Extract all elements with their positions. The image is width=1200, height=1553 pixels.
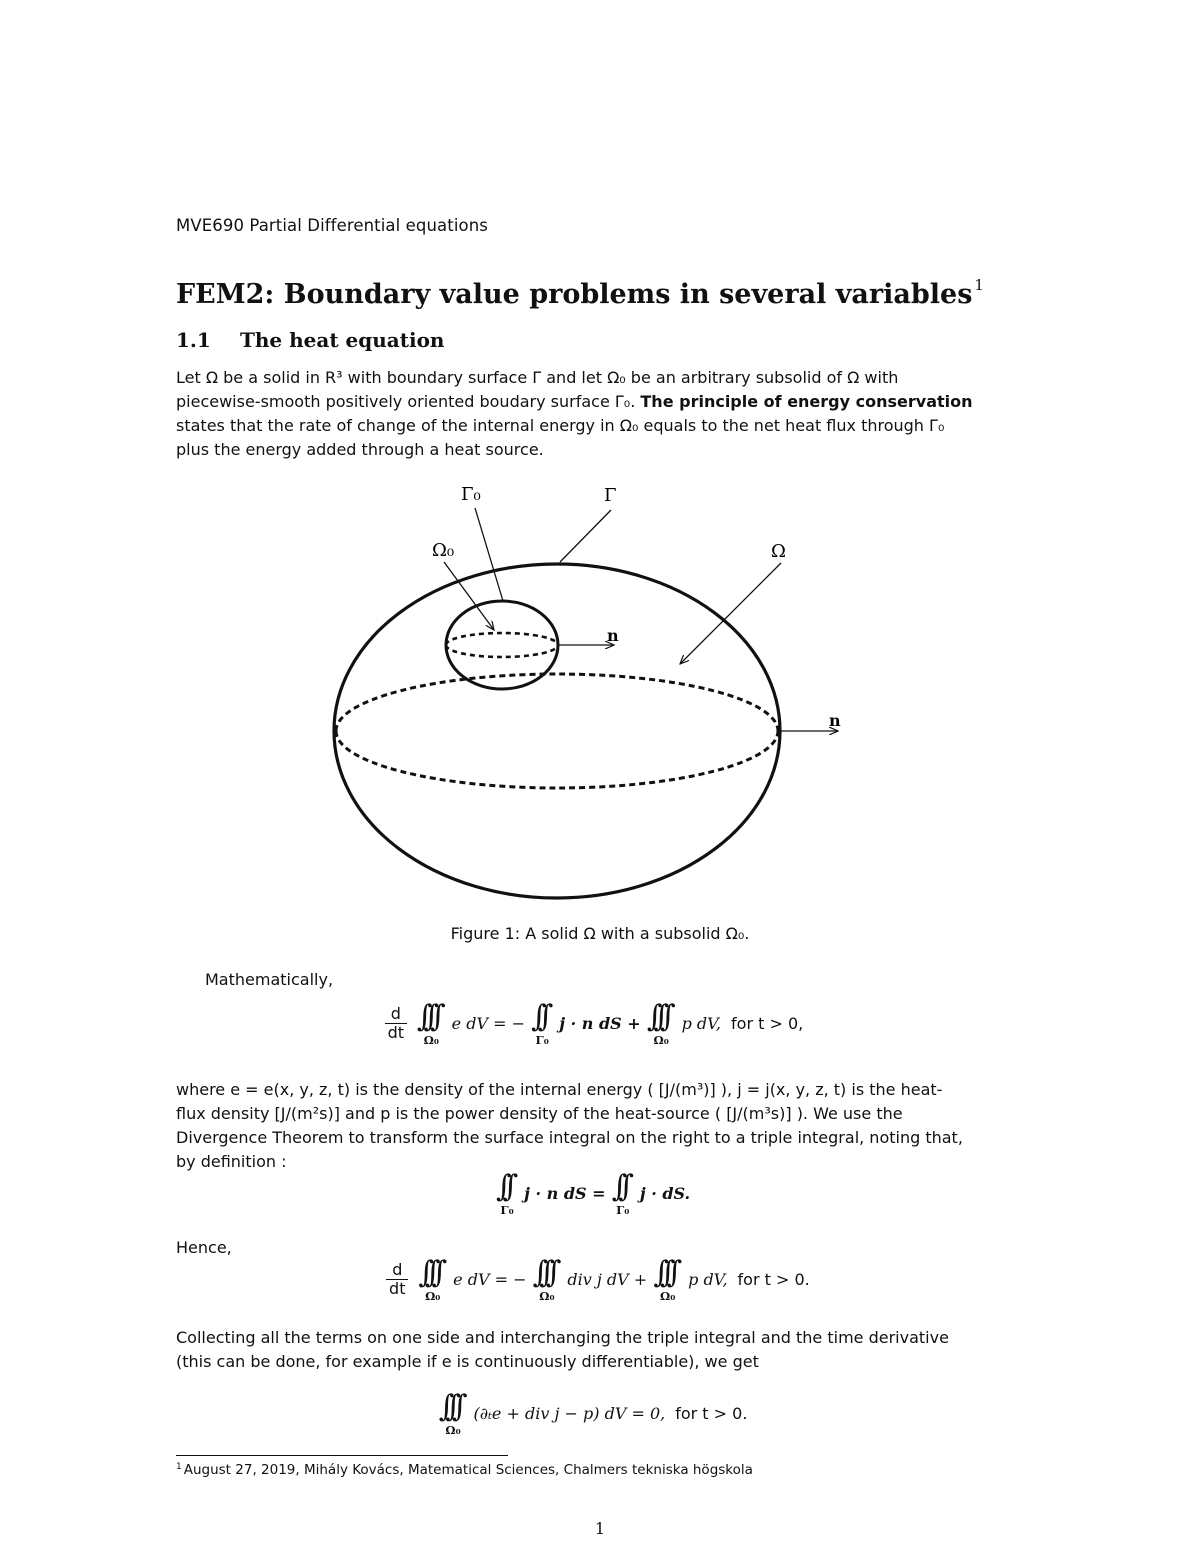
equation-divergence-form: [0, 1256, 1200, 1302]
solid-omega-equator-back: [336, 674, 778, 731]
gamma0-pointer: [475, 508, 503, 601]
label-n-small: n: [607, 626, 619, 645]
intro-line-2-text: piecewise-smooth positively oriented boudary surface Γ₀.: [176, 392, 641, 411]
eq4-integrand: (∂ₜe + div j − p) dV = 0,: [473, 1403, 666, 1423]
intro-line-3: states that the rate of change of the internal energy in Ω₀ equals to the net heat flux through Γ₀: [176, 416, 945, 435]
equation-local-form: [0, 1390, 1200, 1436]
eq2-sub-2: Γ₀: [616, 1203, 630, 1217]
page-number: 1: [594, 1519, 606, 1538]
subsolid-equator-back: [446, 633, 558, 645]
definitions-line-3: Divergence Theorem to transform the surface integral on the right to a triple integral, noting that,: [176, 1128, 963, 1147]
label-omega0: Ω₀: [432, 540, 455, 561]
eq1-sub-1: Ω₀: [423, 1033, 439, 1047]
label-omega: Ω: [771, 541, 786, 562]
label-gamma0: Γ₀: [461, 484, 481, 505]
eq2-double-integral-1: ∫∫ Γ₀: [495, 1169, 514, 1217]
intro-line-1: Let Ω be a solid in R³ with boundary surface Γ and let Ω₀ be an arbitrary subsolid of Ω with: [176, 368, 899, 387]
text-mathematically: Mathematically,: [205, 970, 334, 989]
eq3-term-3: p dV,: [688, 1269, 728, 1289]
eq3-sub-2: Ω₀: [539, 1289, 555, 1303]
eq1-double-integral: ∫∫ Γ₀: [531, 999, 549, 1047]
eq3-term-2: div j dV +: [567, 1269, 648, 1289]
title-text: FEM2: Boundary value problems in several variables: [176, 279, 973, 310]
eq3-derivative: [386, 1261, 408, 1298]
definitions-line-4: by definition :: [176, 1152, 287, 1171]
label-gamma: Γ: [604, 485, 617, 506]
eq4-condition: for t > 0.: [675, 1403, 748, 1423]
footnote-text: August 27, 2019, Mihály Kovács, Matematical Sciences, Chalmers tekniska högskola: [183, 1462, 753, 1478]
eq1-term-1: e dV = −: [451, 1013, 526, 1033]
eq1-triple-integral-1: ∫∫∫ Ω₀: [416, 999, 439, 1047]
eq1-derivative: [385, 1005, 407, 1042]
subsolid-equator-front: [446, 645, 558, 657]
eq1-dt: dt: [387, 1022, 404, 1042]
eq4-sub: Ω₀: [445, 1423, 461, 1437]
eq3-d: d: [392, 1259, 403, 1279]
eq4-triple-integral: ∫∫∫ Ω₀: [438, 1389, 461, 1437]
solid-omega-equator-front: [336, 731, 778, 788]
definitions-line-2: flux density [J/(m²s)] and p is the power density of the heat-source ( [J/(m³s)] ). We use the: [176, 1104, 903, 1123]
eq3-triple-integral-2: ∫∫∫ Ω₀: [532, 1255, 555, 1303]
eq2-sub-1: Γ₀: [500, 1203, 514, 1217]
intro-line-4: plus the energy added through a heat source.: [176, 440, 544, 459]
collecting-line-2: (this can be done, for example if e is continuously differentiable), we get: [176, 1352, 759, 1371]
eq3-sub-1: Ω₀: [425, 1289, 441, 1303]
principle-energy-conservation: The principle of energy conservation: [640, 392, 973, 411]
course-header: MVE690 Partial Differential equations: [176, 216, 488, 235]
eq1-sub-3: Ω₀: [653, 1033, 669, 1047]
eq1-term-2: j · n dS +: [559, 1013, 641, 1033]
eq3-sub-3: Ω₀: [660, 1289, 676, 1303]
footnote-rule: [176, 1455, 508, 1456]
eq1-condition: for t > 0,: [731, 1013, 804, 1033]
eq3-condition: for t > 0.: [737, 1269, 810, 1289]
title-footnote-mark: 1: [974, 276, 984, 294]
definitions-paragraph: [176, 1078, 1006, 1174]
section-title: The heat equation: [240, 328, 445, 352]
eq1-term-3: p dV,: [681, 1013, 722, 1033]
omega-pointer: [680, 563, 781, 664]
figure-caption: Figure 1: A solid Ω with a subsolid Ω₀.: [450, 924, 750, 943]
text-hence: Hence,: [176, 1238, 232, 1257]
gamma-pointer: [560, 510, 611, 562]
eq3-dt: dt: [389, 1278, 406, 1298]
definitions-line-1: where e = e(x, y, z, t) is the density of the internal energy ( [J/(m³)] ), j = j(x, y, z, t) is the heat-: [176, 1080, 943, 1099]
footnote-mark: 1: [176, 1462, 182, 1472]
label-n-large: n: [829, 711, 841, 730]
eq2-rhs: j · dS.: [639, 1183, 691, 1203]
collecting-line-1: Collecting all the terms on one side and interchanging the triple integral and the time derivative: [176, 1328, 949, 1347]
solid-omega-outline: [334, 564, 780, 898]
eq2-double-integral-2: ∫∫ Γ₀: [611, 1169, 630, 1217]
footnote: [176, 1462, 753, 1478]
eq3-triple-integral-3: ∫∫∫ Ω₀: [653, 1255, 676, 1303]
section-number: 1.1: [176, 328, 211, 352]
equation-surface-integral: [0, 1170, 1200, 1216]
eq3-term-1: e dV = −: [453, 1269, 527, 1289]
collecting-paragraph: [176, 1326, 1006, 1374]
equation-energy-balance: [0, 1000, 1200, 1046]
eq2-lhs: j · n dS =: [524, 1183, 606, 1203]
eq1-d: d: [390, 1003, 401, 1023]
eq1-triple-integral-2: ∫∫∫ Ω₀: [646, 999, 669, 1047]
eq1-sub-2: Γ₀: [535, 1033, 549, 1047]
eq3-triple-integral-1: ∫∫∫ Ω₀: [418, 1255, 441, 1303]
